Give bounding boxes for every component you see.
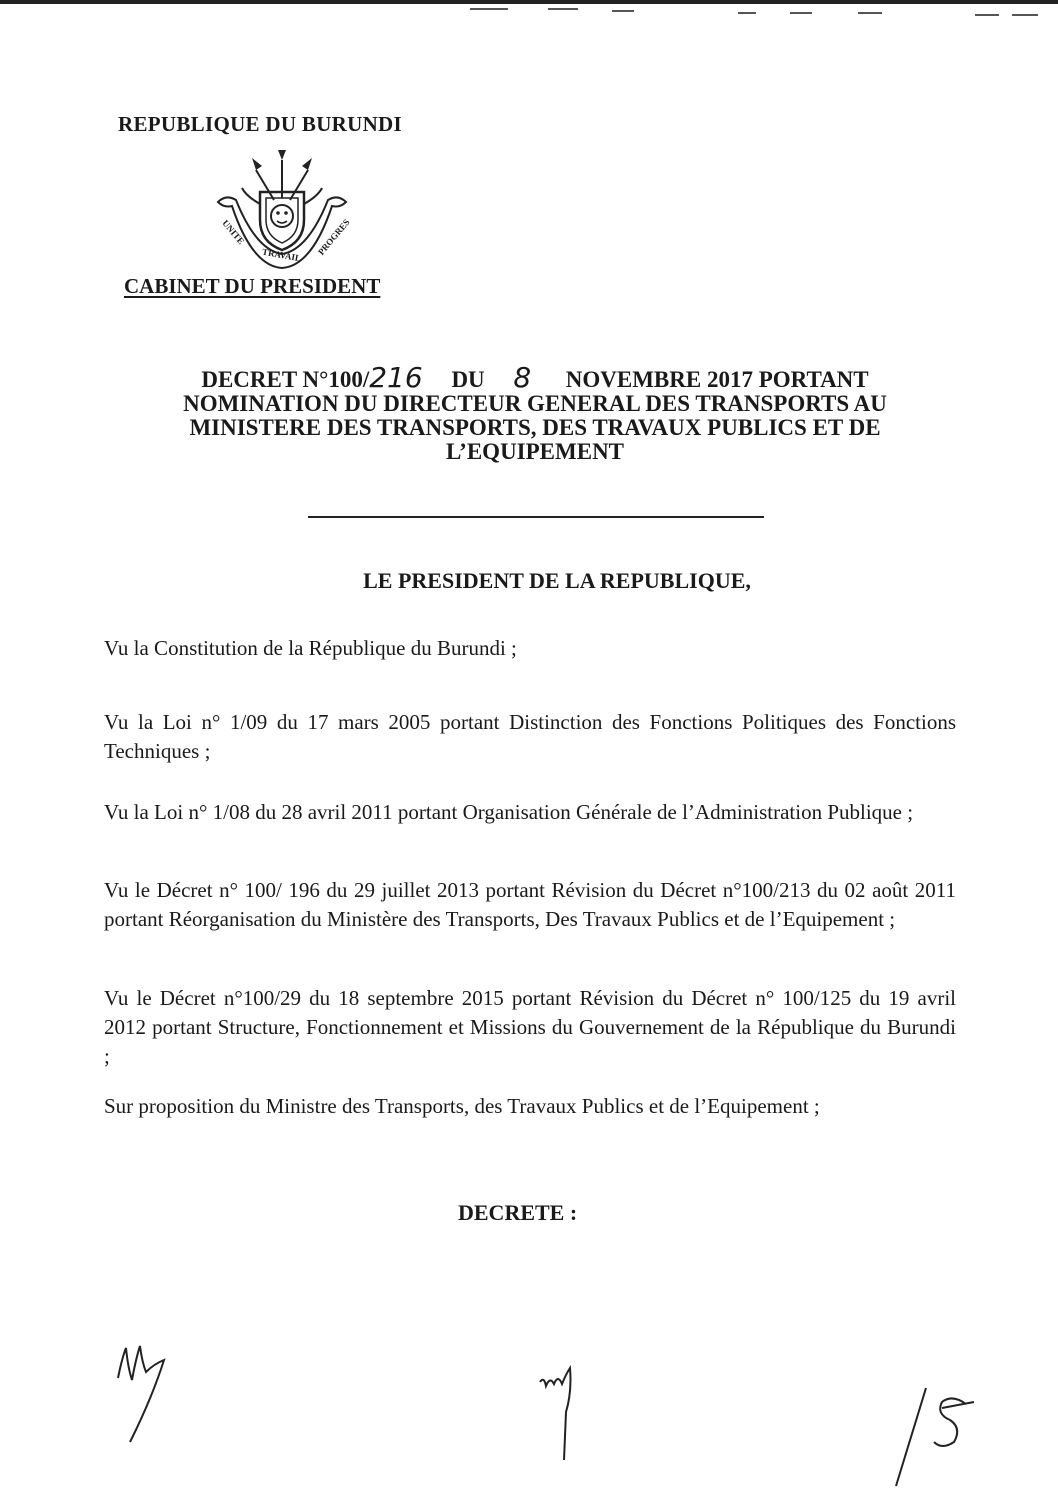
- decree-title-line: [120, 361, 950, 394]
- scan-artifact: [548, 8, 578, 10]
- scan-artifact: [1012, 14, 1038, 16]
- consideration-paragraph: Sur proposition du Ministre des Transports, des Travaux Publics et de l’Equipement ;: [104, 1094, 820, 1118]
- scan-artifact: [738, 12, 756, 14]
- decrete-heading: DECRETE :: [458, 1200, 578, 1225]
- decree-title: [120, 361, 950, 464]
- scan-artifact: [470, 8, 508, 10]
- decree-day-handwritten: 8: [513, 361, 532, 394]
- scan-artifact: [975, 14, 999, 16]
- consideration-paragraph: Vu la Loi n° 1/08 du 28 avril 2011 portant Organisation Générale de l’Administration Publique ;: [104, 800, 914, 824]
- decree-title-line: NOMINATION DU DIRECTEUR GENERAL DES TRANSPORTS AU: [183, 391, 887, 416]
- decree-title-line: MINISTERE DES TRANSPORTS, DES TRAVAUX PUBLICS ET DE: [189, 415, 881, 440]
- motto-text: TRAVAIL: [261, 246, 302, 264]
- header-cabinet: CABINET DU PRESIDENT: [124, 274, 381, 298]
- motto-text: UNITE: [220, 218, 247, 247]
- decree-title-line: L’EQUIPEMENT: [445, 439, 625, 464]
- initials-signature-icon: [890, 1380, 980, 1490]
- motto-text: PROGRES: [315, 217, 352, 257]
- decree-prefix: DECRET N°100/: [201, 367, 370, 392]
- initials-signature-icon: [112, 1338, 172, 1448]
- divider: [308, 516, 764, 518]
- consideration-paragraph: Vu la Loi n° 1/09 du 17 mars 2005 portant Distinction des Fonctions Politiques des Fonctions Techniques ;: [104, 710, 956, 763]
- header-republic: REPUBLIQUE DU BURUNDI: [118, 112, 402, 136]
- scan-artifact: [612, 10, 634, 12]
- decree-du: DU: [451, 367, 485, 392]
- scan-artifact: [858, 12, 882, 14]
- decree-date-rest: NOVEMBRE 2017 PORTANT: [565, 367, 869, 392]
- decree-number-handwritten: 216: [369, 361, 423, 394]
- initials-signature-icon: [536, 1362, 586, 1462]
- scan-artifact: [790, 12, 812, 14]
- consideration-paragraph: Vu le Décret n°100/29 du 18 septembre 2015 portant Révision du Décret n° 100/125 du 19 avril 2012 portant Structure, Fonctionnement et Missions du Gouvernement de la République du Burundi ;: [104, 986, 956, 1068]
- consideration-paragraph: Vu la Constitution de la République du Burundi ;: [104, 636, 517, 660]
- president-heading: LE PRESIDENT DE LA REPUBLIQUE,: [363, 568, 751, 593]
- consideration-paragraph: Vu le Décret n° 100/ 196 du 29 juillet 2013 portant Révision du Décret n°100/213 du 02 août 2011 portant Réorganisation du Ministère des Transports, Des Travaux Publics et de l’Equipement ;: [104, 878, 956, 931]
- scan-top-border: [0, 0, 1058, 4]
